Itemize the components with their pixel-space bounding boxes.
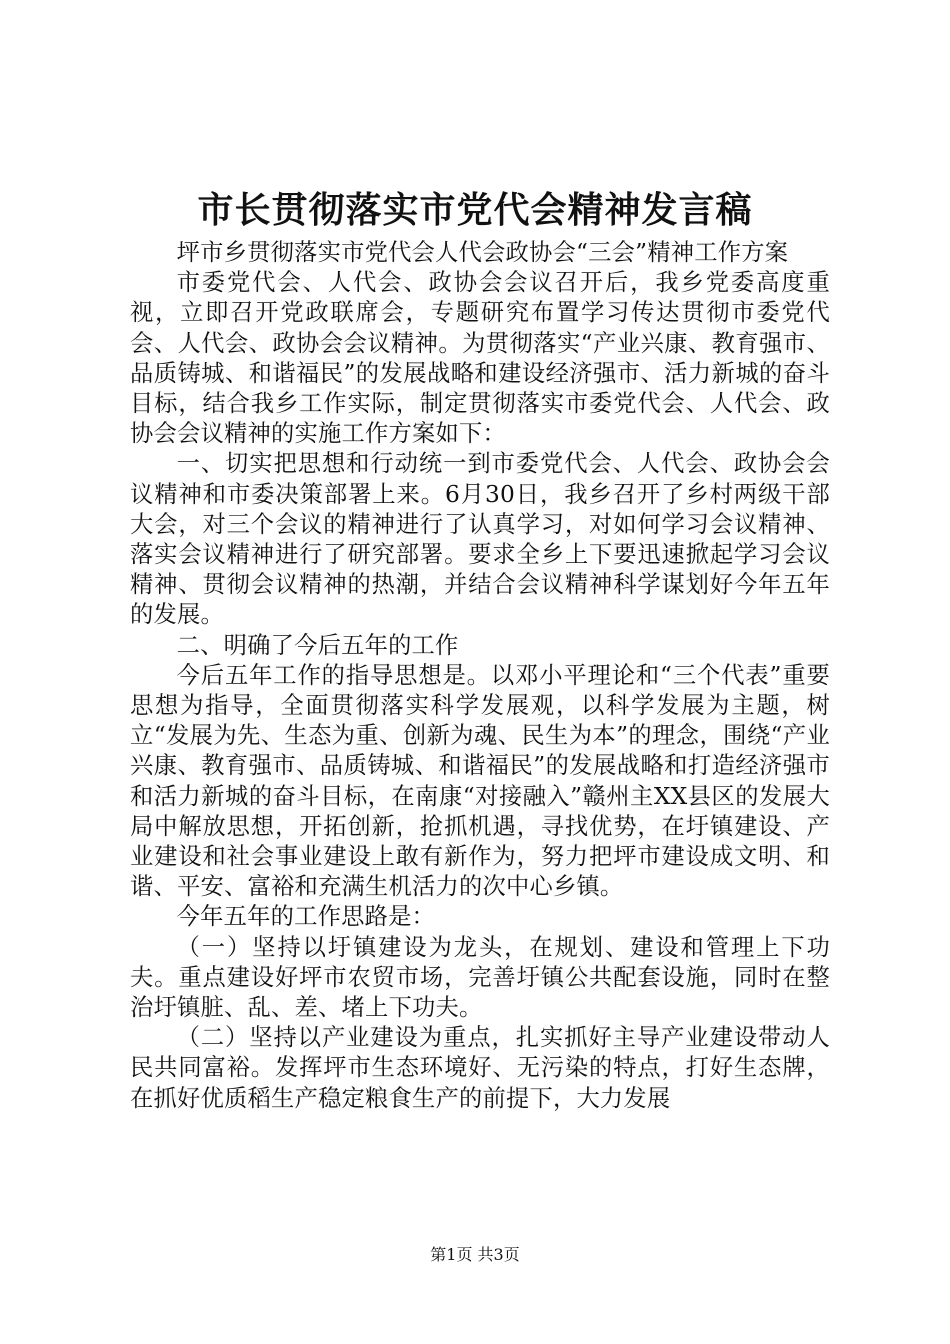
paragraph-work-ideas-heading: 今年五年的工作思路是： bbox=[176, 903, 436, 931]
document-title: 市长贯彻落实市党代会精神发言稿 bbox=[197, 189, 753, 231]
paragraph-guiding-thought: 今后五年工作的指导思想是。以邓小平理论和“三个代表”重要思想为指导，全面贯彻落实科学发展观，以科学发展为主题，树立“发展为先、生态为重、创新为魂、民生为本”的理念，围绕“产业兴康、教育强市、品质铸城、和谐福民”的发展战略和打造经济强市和活力新城的奋斗目标，在南康“对接融入”赣州主XX县区的发展大局中解放思想，开拓创新，抢抓机遇，寻找优势，在圩镇建设、产业建设和社会事业建设上敢有新作为，努力把坪市建设成文明、和谐、平安、富裕和充满生机活力的次中心乡镇。 bbox=[130, 661, 830, 901]
paragraph-intro: 市委党代会、人代会、政协会会议召开后，我乡党委高度重视，立即召开党政联席会，专题研究布置学习传达贯彻市委党代会、人代会、政协会会议精神。为贯彻落实“产业兴康、教育强市、品质铸城、和谐福民”的发展战略和建设经济强市、活力新城的奋斗目标，结合我乡工作实际，制定贯彻落实市委党代会、人代会、政协会会议精神的实施工作方案如下： bbox=[130, 269, 830, 448]
page-number-footer: 第1页 共3页 bbox=[430, 1245, 520, 1264]
paragraph-item-two: （二）坚持以产业建设为重点，扎实抓好主导产业建设带动人民共同富裕。发挥坪市生态环境好、无污染的特点，打好生态牌，在抓好优质稻生产稳定粮食生产的前提下，大力发展 bbox=[130, 1024, 830, 1112]
paragraph-subtitle: 坪市乡贯彻落实市党代会人代会政协会“三会”精神工作方案 bbox=[176, 239, 789, 266]
paragraph-section-one: 一、切实把思想和行动统一到市委党代会、人代会、政协会会议精神和市委决策部署上来。6月30日，我乡召开了乡村两级干部大会，对三个会议的精神进行了认真学习，对如何学习会议精神、落实会议精神进行了研究部署。要求全乡上下要迅速掀起学习会议精神、贯彻会议精神的热潮，并结合会议精神科学谋划好今年五年的发展。 bbox=[130, 450, 830, 629]
paragraph-section-two-heading: 二、明确了今后五年的工作 bbox=[176, 631, 459, 659]
paragraph-item-one: （一）坚持以圩镇建设为龙头，在规划、建设和管理上下功夫。重点建设好坪市农贸市场，完善圩镇公共配套设施，同时在整治圩镇脏、乱、差、堵上下功夫。 bbox=[130, 933, 830, 1022]
document-body bbox=[130, 238, 830, 1114]
